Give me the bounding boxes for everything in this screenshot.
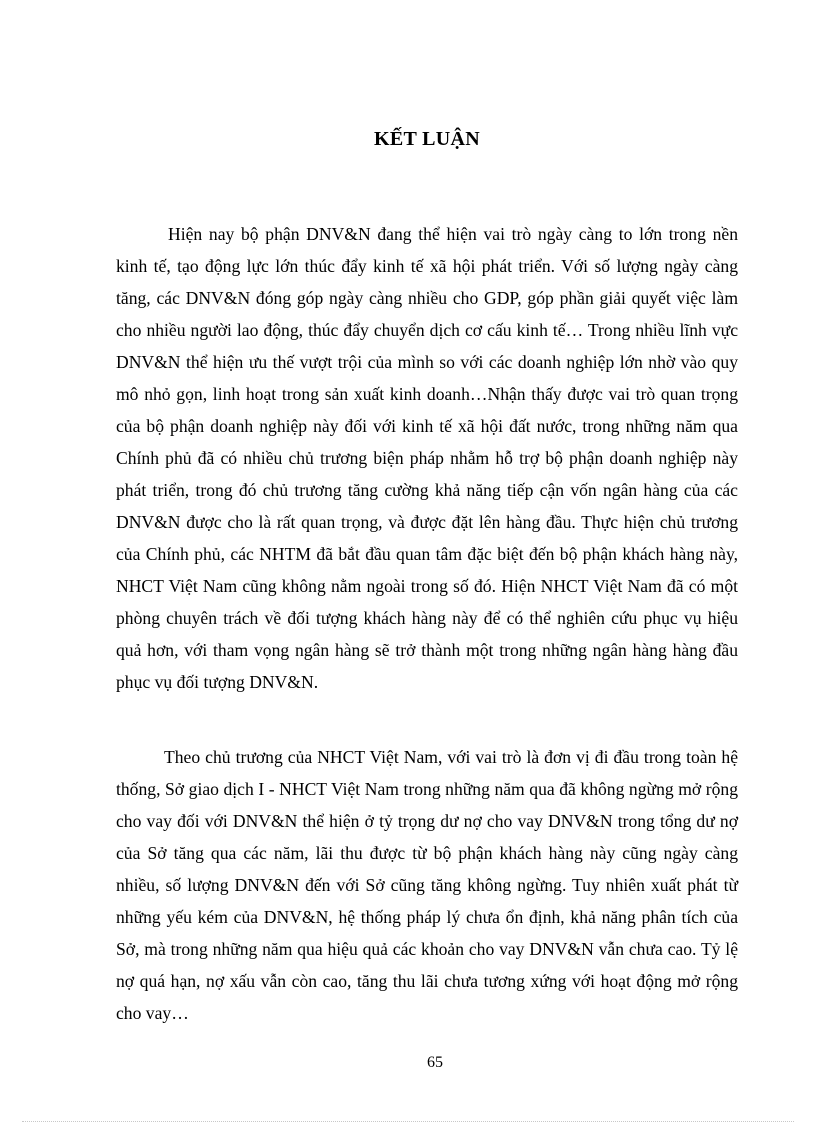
page-bottom-divider bbox=[22, 1121, 794, 1122]
paragraph-1: Hiện nay bộ phận DNV&N đang thể hiện vai trò ngày càng to lớn trong nền kinh tế, tạo động lực lớn thúc đẩy kinh tế xã hội phát triển. Với số lượng ngày càng tăng, các DNV&N đóng góp ngày càng nhiều cho GDP, góp phần giải quyết việc làm cho nhiều người lao động, thúc đẩy chuyển dịch cơ cấu kinh tế… Trong nhiều lĩnh vực DNV&N thể hiện ưu thế vượt trội của mình so với các doanh nghiệp lớn nhờ vào quy mô nhỏ gọn, linh hoạt trong sản xuất kinh doanh…Nhận thấy được vai trò quan trọng của bộ phận doanh nghiệp này đối với kinh tế xã hội đất nước, trong những năm qua Chính phủ đã có nhiều chủ trương biện pháp nhằm hỗ trợ bộ phận doanh nghiệp này phát triển, trong đó chủ trương tăng cường khả năng tiếp cận vốn ngân hàng của các DNV&N được cho là rất quan trọng, và được đặt lên hàng đầu. Thực hiện chủ trương của Chính phủ, các NHTM đã bắt đầu quan tâm đặc biệt đến bộ phận khách hàng này, NHCT Việt Nam cũng không nằm ngoài trong số đó. Hiện NHCT Việt Nam đã có một phòng chuyên trách về đối tượng khách hàng này để có thể nghiên cứu phục vụ hiệu quả hơn, với tham vọng ngân hàng sẽ trở thành một trong những ngân hàng hàng đầu phục vụ đối tượng DNV&N. bbox=[116, 224, 738, 692]
page-title: KẾT LUẬN bbox=[374, 128, 480, 150]
page-number: 65 bbox=[427, 1054, 443, 1071]
paragraph-2: Theo chủ trương của NHCT Việt Nam, với vai trò là đơn vị đi đầu trong toàn hệ thống, Sở giao dịch I - NHCT Việt Nam trong những năm qua đã không ngừng mở rộng cho vay đối với DNV&N thể hiện ở tỷ trọng dư nợ cho vay DNV&N trong tổng dư nợ của Sở tăng qua các năm, lãi thu được từ bộ phận khách hàng này cũng ngày càng nhiều, số lượng DNV&N đến với Sở cũng tăng không ngừng. Tuy nhiên xuất phát từ những yếu kém của DNV&N, hệ thống pháp lý chưa ổn định, khả năng phân tích của Sở, mà trong những năm qua hiệu quả các khoản cho vay DNV&N vẫn chưa cao. Tỷ lệ nợ quá hạn, nợ xấu vẫn còn cao, tăng thu lãi chưa tương xứng với hoạt động mở rộng cho vay… bbox=[116, 747, 738, 1023]
